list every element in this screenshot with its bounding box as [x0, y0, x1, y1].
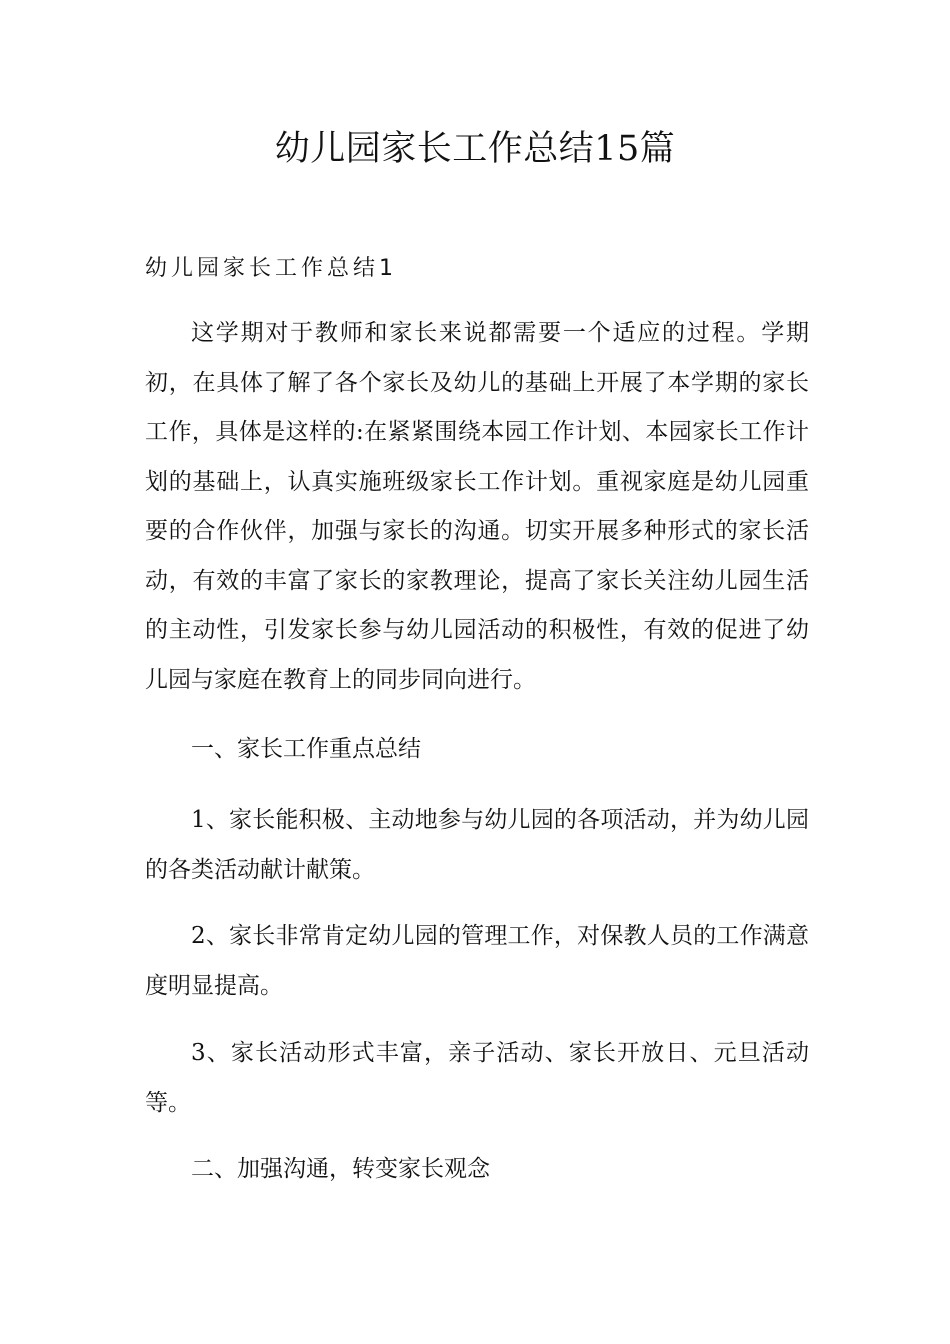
- list-item: 2、家长非常肯定幼儿园的管理工作，对保教人员的工作满意度明显提高。: [145, 923, 809, 999]
- intro-paragraph: 这学期对于教师和家长来说都需要一个适应的过程。学期初，在具体了解了各个家长及幼儿的基础上开展了本学期的家长工作，具体是这样的:在紧紧围绕本园工作计划、本园家长工作计划的基础上，认真实施班级家长工作计划。重视家庭是幼儿园重要的合作伙伴，加强与家长的沟通。切实开展多种形式的家长活动，有效的丰富了家长的家教理论，提高了家长关注幼儿园生活的主动性，引发家长参与幼儿园活动的积极性，有效的促进了幼儿园与家庭在教育上的同步同向进行。: [145, 320, 809, 693]
- subheading-key-points: 一、家长工作重点总结: [191, 736, 421, 762]
- document-title: 幼儿园家长工作总结15篇: [274, 129, 676, 169]
- list-item: 1、家长能积极、主动地参与幼儿园的各项活动，并为幼儿园的各类活动献计献策。: [145, 807, 809, 883]
- subheading-communication: 二、加强沟通，转变家长观念: [191, 1156, 490, 1182]
- list-item: 3、家长活动形式丰富，亲子活动、家长开放日、元旦活动等。: [145, 1040, 809, 1116]
- section-heading: 幼儿园家长工作总结1: [145, 256, 397, 281]
